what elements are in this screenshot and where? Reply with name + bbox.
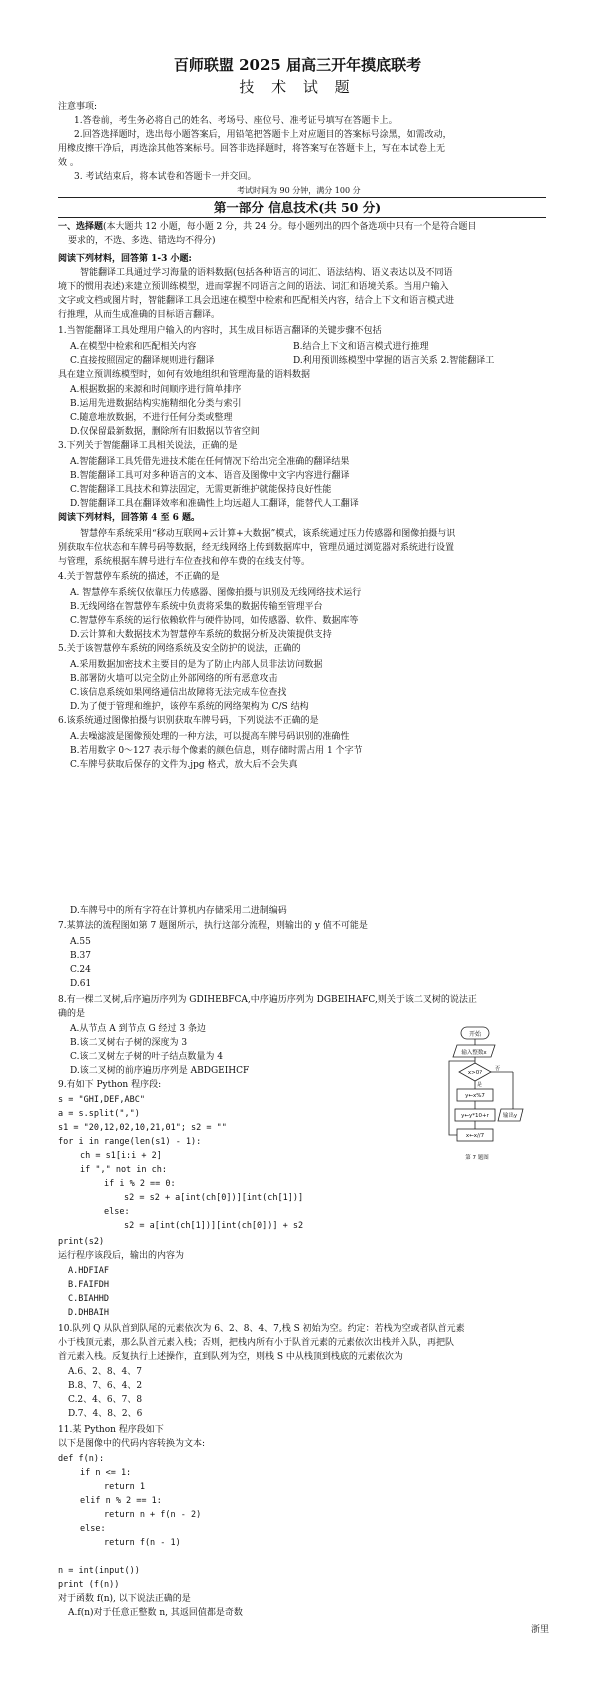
notes-line-2c: 效 。	[58, 158, 79, 168]
q9-code-line: print(s2)	[58, 1237, 105, 1247]
q3-option-a: A.智能翻译工具凭借先进技术能在任何情况下给出完全准确的翻译结果	[70, 457, 350, 467]
q7-stem: 7.某算法的流程图如第 7 题图所示，执行这部分流程，则输出的 y 值不可能是	[58, 921, 368, 931]
q10-option-c: C.2、4、6、7、8	[68, 1395, 143, 1405]
page-footer: 浙里	[530, 1625, 549, 1635]
q11-code-line: n = int(input())	[58, 1566, 140, 1576]
flowchart-yes-label: 是	[477, 1082, 483, 1088]
q9-code-line: s1 = "20,12,02,10,21,01"; s2 = ""	[58, 1123, 227, 1133]
flowchart-no-label: 否	[495, 1066, 501, 1072]
q11-option-a: A.f(n)对于任意正整数 n, 其返回值都是奇数	[68, 1608, 243, 1618]
exam-title: 百师联盟 2025 届高三开年摸底联考	[173, 56, 422, 74]
q1-option-b: B.结合上下文和语言模式进行推理	[293, 342, 429, 352]
q2-option-b: B.运用先进数据结构实施精细化分类与索引	[70, 399, 242, 409]
q4-stem: 4.关于智慧停车系统的描述，不正确的是	[58, 572, 220, 582]
flowchart-start-label: 开始	[468, 1031, 482, 1038]
q10-option-d: D.7、4、8、2、6	[68, 1409, 143, 1419]
q11-code-line: return f(n - 1)	[104, 1538, 181, 1548]
section-divider-top	[58, 197, 546, 198]
exam-time: 考试时间为 90 分钟，满分 100 分	[237, 186, 361, 195]
section-divider-bottom	[58, 217, 546, 218]
flowchart-svg	[443, 1025, 525, 1197]
q11-code-line: return 1	[104, 1482, 145, 1492]
q5-option-d: D.为了便于管理和维护，该停车系统的网络架构为 C/S 结构	[70, 702, 309, 712]
flowchart-caption: 第 7 题图	[465, 1155, 489, 1161]
q9-code-line: a = s.split(",")	[58, 1109, 140, 1119]
q9-after: 运行程序该段后，输出的内容为	[58, 1251, 185, 1261]
q8-option-b: B.该二叉树右子树的深度为 3	[70, 1038, 188, 1048]
q3-option-c: C.智能翻译工具技术和算法固定，无需更新维护就能保持良好性能	[70, 485, 332, 495]
part1-intro-text: (本大题共 12 小题，每小题 2 分，共 24 分。每小题列出的四个备选项中只有一个是符合题目	[103, 222, 477, 232]
q1-option-a: A.在模型中检索和匹配相关内容	[70, 342, 197, 352]
passage2-line-3: 与管理，系统根据车牌号进行车位查找和停车费的在线支付等。	[58, 557, 311, 567]
q4-option-a: A. 智慧停车系统仅依靠压力传感器、图像拍摄与识别及无线网络技术运行	[70, 588, 362, 598]
q3-option-d: D.智能翻译工具在翻译效率和准确性上均远超人工翻译，能替代人工翻译	[70, 499, 359, 509]
q5-option-a: A.采用数据加密技术主要目的是为了防止内部人员非法访问数据	[70, 660, 323, 670]
q11-code-line: else:	[80, 1524, 106, 1534]
q6-option-d: D.车牌号中的所有字符在计算机内存储采用二进制编码	[70, 906, 287, 916]
q9-option-c: C.BIAHHD	[68, 1294, 109, 1304]
q11-stem: 11.某 Python 程序段如下	[58, 1425, 164, 1435]
notes-heading: 注意事项:	[58, 102, 98, 112]
q11-code-line: elif n % 2 == 1:	[80, 1496, 162, 1506]
q8-stem-line-2: 确的是	[58, 1009, 86, 1019]
q6-stem: 6.该系统通过图像拍摄与识别获取车牌号码，下列说法不正确的是	[58, 716, 319, 726]
q8-option-a: A.从节点 A 到节点 G 经过 3 条边	[70, 1024, 206, 1034]
q2-stem: 具在建立预训练模型时，如何有效地组织和管理海量的语料数据	[58, 370, 311, 380]
q3-option-b: B.智能翻译工具可对多种语言的文本、语音及图像中文字内容进行翻译	[70, 471, 350, 481]
q7-option-b: B.37	[70, 951, 91, 961]
q10-stem-line-3: 首元素入栈。反复执行上述操作，直到队列为空，则栈 S 中从栈顶到栈底的元素依次为	[58, 1352, 403, 1362]
q4-option-c: C.智慧停车系统的运行依赖软件与硬件协同，如传感器、软件、数据库等	[70, 616, 359, 626]
passage1-line-3: 文字或文档或图片时，智能翻译工具会迅速在模型中检索和匹配相关内容，结合上下文和语言模式进	[58, 296, 455, 306]
q5-stem: 5.关于该智慧停车系统的网络系统及安全防护的说法，正确的	[58, 644, 301, 654]
q10-option-a: A.6、2、8、4、7	[68, 1367, 142, 1377]
q7-flowchart	[443, 1025, 525, 1197]
q11-code-line: if n <= 1:	[80, 1468, 132, 1478]
q6-option-b: B.若用数字 0～127 表示每个像素的颜色信息，则存储时需占用 1 个字节	[70, 746, 363, 756]
q9-code-line: if "," not in ch:	[80, 1165, 167, 1175]
flowchart-output-label: 输出y	[502, 1113, 518, 1119]
flowchart-decision-label: x>0?	[467, 1070, 483, 1076]
q7-option-a: A.55	[70, 937, 91, 947]
q9-stem: 9.有如下 Python 程序段:	[58, 1080, 162, 1090]
q10-stem-line-1: 10.队列 Q 从队首到队尾的元素依次为 6、2、8、4、7,栈 S 初始为空。约定：若栈为空或者队首元素	[58, 1324, 465, 1334]
q2-option-a: A.根据数据的来源和时间顺序进行简单排序	[70, 385, 242, 395]
q5-option-c: C.该信息系统如果网络通信出故障将无法完成车位查找	[70, 688, 287, 698]
q4-option-d: D.云计算和大数据技术为智慧停车系统的数据分析及决策提供支持	[70, 630, 332, 640]
passage1-line-1: 智能翻译工具通过学习海量的语料数据(包括各种语言的词汇、语法结构、语义表达以及不同语	[80, 268, 453, 278]
part1-intro-line-1	[58, 221, 476, 233]
q8-option-c: C.该二叉树左子树的叶子结点数量为 4	[70, 1052, 224, 1062]
passage2-line-2: 别获取车位状态和车牌号码等数据，经无线网络上传到数据库中，管理员通过浏览器对系统进行设置	[58, 543, 455, 553]
q6-option-a: A.去噪滤波是图像预处理的一种方法，可以提高车牌号码识别的准确性	[70, 732, 350, 742]
part1-heading: 一、选择题	[58, 222, 104, 232]
notes-line-2a: 2.回答选择题时，选出每小题答案后，用铅笔把答题卡上对应题目的答案标号涂黑，如需改动，	[74, 130, 452, 140]
q1-option-d: D.利用预训练模型中掌握的语言关系 2.智能翻译工	[293, 356, 495, 366]
part1-intro-line-2: 要求的，不选、多选、错选均不得分)	[68, 236, 216, 246]
q9-code-line: if i % 2 == 0:	[104, 1179, 176, 1189]
passage1-line-2: 境下的惯用表述)来建立预训练模型，进而掌握不同语言之间的语法、词汇和语境关系。当用户输入	[58, 282, 449, 292]
q9-code-line: s2 = s2 + a[int(ch[0])][int(ch[1])]	[124, 1193, 304, 1203]
q9-code-line: for i in range(len(s1) - 1):	[58, 1137, 202, 1147]
q6-option-c: C.车牌号获取后保存的文件为.jpg 格式，放大后不会失真	[70, 760, 298, 770]
flowchart-step3-label: x←x//7	[465, 1133, 485, 1139]
passage2-lead: 阅读下列材料，回答第 4 至 6 题。	[58, 513, 201, 523]
q9-code-line: s = "GHI,DEF,ABC"	[58, 1095, 145, 1105]
q10-stem-line-2: 小于栈顶元素，那么队首元素入栈；否则，把栈内所有小于队首元素的元素依次出栈并入队，再把队	[58, 1338, 455, 1348]
q11-code-line: return n + f(n - 2)	[104, 1510, 202, 1520]
q8-stem-line-1: 8.有一棵二叉树,后序遍历序列为 GDIHEBFCA,中序遍历序列为 DGBEIHAFC,则关于该二叉树的说法正	[58, 995, 477, 1005]
q11-note: 以下是图像中的代码内容转换为文本:	[58, 1439, 206, 1449]
q9-option-d: D.DHBAIH	[68, 1308, 109, 1318]
q9-code-line: else:	[104, 1207, 130, 1217]
q3-stem: 3.下列关于智能翻译工具相关说法，正确的是	[58, 441, 238, 451]
q2-option-c: C.随意堆放数据，不进行任何分类或整理	[70, 413, 233, 423]
q1-stem: 1.当智能翻译工具处理用户输入的内容时，其生成目标语言翻译的关键步骤不包括	[58, 326, 382, 336]
q11-after: 对于函数 f(n), 以下说法正确的是	[58, 1594, 191, 1604]
q1-option-c: C.直接按照固定的翻译规则进行翻译	[70, 356, 215, 366]
flowchart-step2-label: y←y*10+r	[461, 1113, 489, 1119]
q8-option-d: D.该二叉树的前序遍历序列是 ABDGEIHCF	[70, 1066, 250, 1076]
notes-line-3: 3. 考试结束后，将本试卷和答题卡一并交回。	[74, 172, 257, 182]
q7-option-d: D.61	[70, 979, 92, 989]
exam-subtitle: 技 术 试 题	[239, 78, 356, 96]
notes-line-1: 1.答卷前，考生务必将自己的姓名、考场号、座位号、准考证号填写在答题卡上。	[74, 116, 398, 126]
q2-option-d: D.仅保留最新数据，删除所有旧数据以节省空间	[70, 427, 260, 437]
q9-code-line: ch = s1[i:i + 2]	[80, 1151, 162, 1161]
q11-code-line: def f(n):	[58, 1454, 105, 1464]
q4-option-b: B.无线网络在智慧停车系统中负责将采集的数据传输至管理平台	[70, 602, 323, 612]
passage2-line-1: 智慧停车系统采用“移动互联网+云计算+大数据”模式，该系统通过压力传感器和图像拍摄与识	[80, 529, 456, 539]
notes-line-2b: 用橡皮擦干净后，再选涂其他答案标号。回答非选择题时，将答案写在答题卡上，写在本试卷上无	[58, 144, 446, 154]
flowchart-step1-label: y←x%7	[465, 1093, 485, 1099]
q11-code-line: print (f(n))	[58, 1580, 120, 1590]
q9-option-a: A.HDFIAF	[68, 1266, 109, 1276]
q9-option-b: B.FAIFDH	[68, 1280, 109, 1290]
passage1-lead: 阅读下列材料，回答第 1-3 小题:	[58, 254, 192, 264]
q7-option-c: C.24	[70, 965, 91, 975]
flowchart-input-label: 输入整数x	[461, 1050, 487, 1056]
section-title: 第一部分 信息技术(共 50 分)	[213, 200, 382, 215]
q9-code-line: s2 = a[int(ch[1])][int(ch[0])] + s2	[124, 1221, 304, 1231]
q5-option-b: B.部署防火墙可以完全防止外部网络的所有恶意攻击	[70, 674, 278, 684]
q10-option-b: B.8、7、6、4、2	[68, 1381, 143, 1391]
passage1-line-4: 行推理，从而生成准确的目标语言翻译。	[58, 310, 221, 320]
